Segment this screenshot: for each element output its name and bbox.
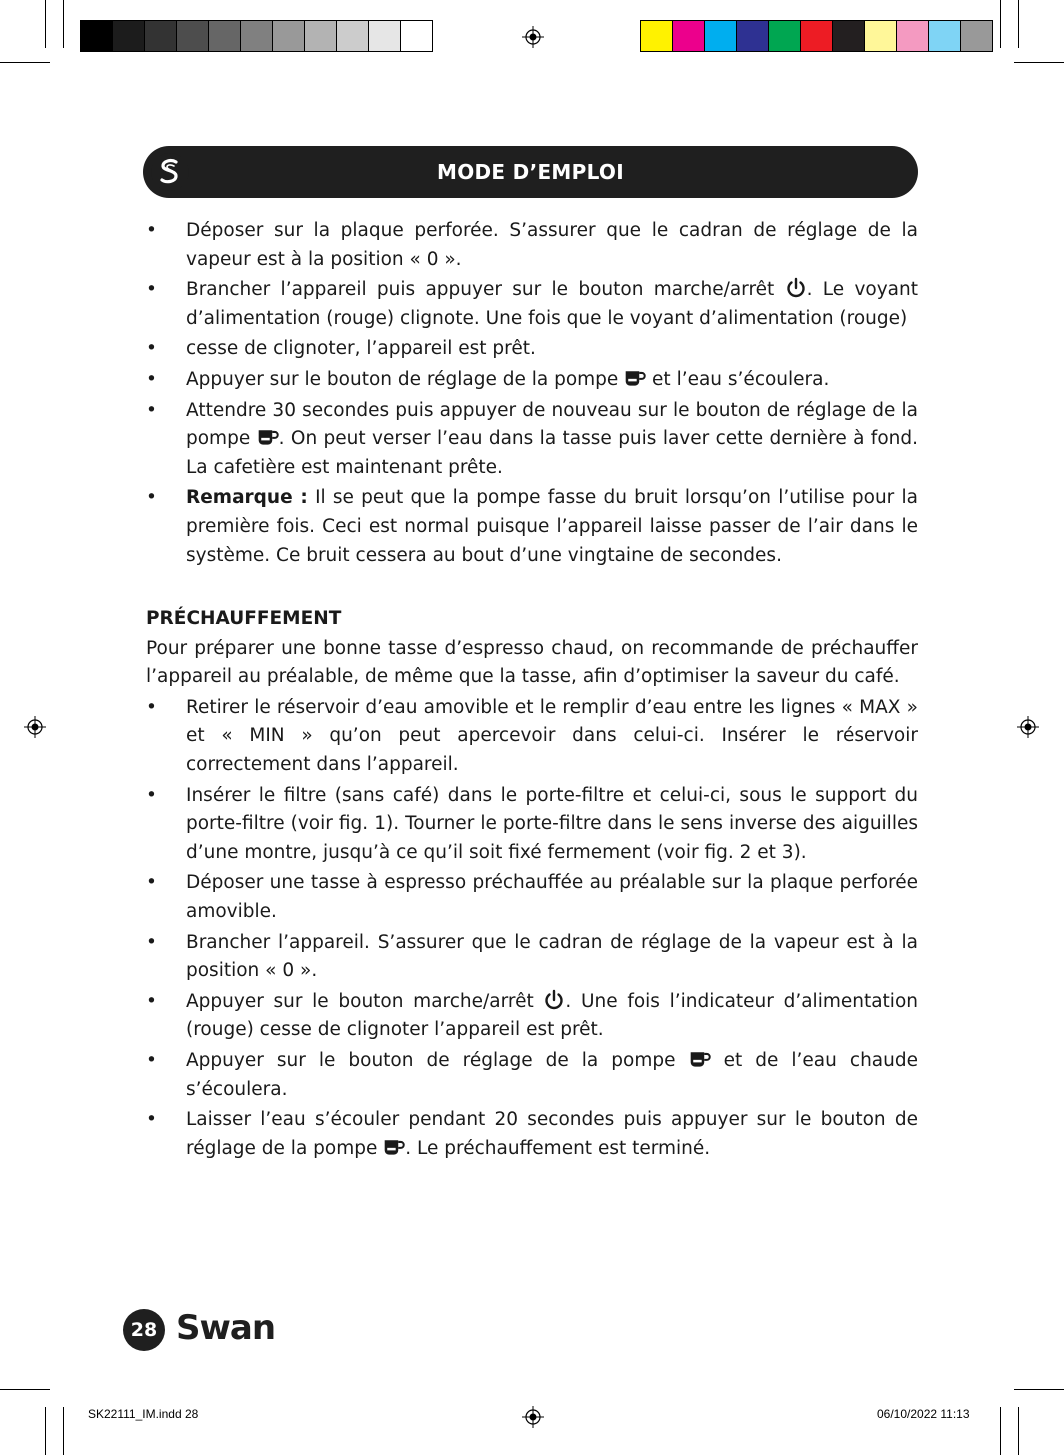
color-swatch bbox=[961, 21, 992, 51]
list-item bbox=[146, 869, 918, 926]
intro-paragraph: Pour préparer une bonne tasse d’espresso chaud, on recommande de préchauffer l’appareil au préalable, de même que la tasse, afin d’optimiser la saveur du café. bbox=[146, 637, 918, 688]
crop-mark bbox=[1000, 1407, 1001, 1455]
item-text: et de l’eau chaude s’écoulera. bbox=[186, 1049, 918, 1100]
list-item bbox=[146, 366, 918, 395]
gray-swatch bbox=[305, 21, 337, 51]
color-swatch bbox=[833, 21, 865, 51]
slug-file-info: SK22111_IM.indd 28 bbox=[88, 1407, 199, 1421]
color-calibration-bar bbox=[640, 20, 993, 52]
item-text: cesse de clignoter, l’appareil est prêt. bbox=[186, 338, 536, 360]
crop-mark bbox=[1014, 62, 1064, 63]
item-text: Attendre 30 secondes puis appuyer de nouveau sur le bouton de réglage de la pompe bbox=[186, 399, 918, 450]
list-item bbox=[146, 782, 918, 868]
crop-mark bbox=[45, 0, 46, 48]
list-item bbox=[146, 929, 918, 986]
color-swatch bbox=[673, 21, 705, 51]
section-header-band bbox=[143, 146, 918, 198]
instructions-section bbox=[146, 217, 918, 572]
crop-mark bbox=[1000, 0, 1001, 48]
item-text: . Le voyant d’alimentation (rouge) clignote. Une fois que le voyant d’alimentation (rouge) bbox=[186, 279, 918, 329]
list-item bbox=[146, 694, 918, 780]
item-text: . On peut verser l’eau dans la tasse puis laver cette dernière à fond. La cafetière est maintenant prête. bbox=[186, 428, 918, 478]
power-icon bbox=[543, 989, 565, 1011]
cup-icon bbox=[689, 1048, 711, 1070]
item-text: Il se peut que la pompe fasse du bruit lorsqu’on l’utilise pour la première fois. Ceci est normal puisque l’appareil laisse passer de l’air dans le système. Ce bruit cessera au bout d’une vingtaine de secondes. bbox=[186, 487, 918, 566]
gray-swatch bbox=[273, 21, 305, 51]
list-item bbox=[146, 217, 918, 274]
registration-mark-icon bbox=[522, 1406, 544, 1428]
color-swatch bbox=[865, 21, 897, 51]
color-swatch bbox=[769, 21, 801, 51]
list-item bbox=[146, 276, 918, 333]
crop-mark bbox=[1014, 1389, 1064, 1390]
power-icon bbox=[785, 277, 807, 299]
crop-mark bbox=[0, 62, 50, 63]
gray-swatch bbox=[113, 21, 145, 51]
cup-icon bbox=[624, 367, 646, 389]
item-text: Insérer le filtre (sans café) dans le porte-filtre et celui-ci, sous le support du porte-filtre (voir fig. 1). Tourner le porte-filtre dans le sens inverse des aiguilles d’une montre, jusqu’à ce qu’il soit fixé fermement (voir fig. 2 et 3). bbox=[186, 784, 918, 863]
color-swatch bbox=[737, 21, 769, 51]
gray-swatch bbox=[177, 21, 209, 51]
gray-swatch bbox=[337, 21, 369, 51]
gray-swatch bbox=[81, 21, 113, 51]
section-heading: PRÉCHAUFFEMENT bbox=[146, 608, 342, 629]
list-item bbox=[146, 484, 918, 570]
color-swatch bbox=[929, 21, 961, 51]
gray-swatch bbox=[401, 21, 432, 51]
list-item bbox=[146, 335, 918, 364]
item-text: Retirer le réservoir d’eau amovible et le remplir d’eau entre les lignes « MAX » et « MIN » qu’on peut apercevoir dans celui-ci. Insérer le réservoir correctement dans l’appareil. bbox=[186, 696, 918, 775]
page-number: 28 bbox=[123, 1309, 165, 1351]
list-item bbox=[146, 1047, 918, 1104]
color-swatch bbox=[705, 21, 737, 51]
item-text: Appuyer sur le bouton marche/arrêt bbox=[186, 990, 544, 1012]
list-item bbox=[146, 1106, 918, 1163]
color-swatch bbox=[641, 21, 673, 51]
brand-logo: Swan bbox=[176, 1308, 276, 1348]
color-swatch bbox=[801, 21, 833, 51]
gray-swatch bbox=[209, 21, 241, 51]
note-label: Remarque : bbox=[186, 487, 308, 509]
item-text: Déposer une tasse à espresso préchauffée au préalable sur la plaque perforée amovible. bbox=[186, 872, 918, 922]
crop-mark bbox=[63, 1407, 64, 1455]
slug-date-time: 06/10/2022 11:13 bbox=[877, 1407, 970, 1421]
gray-swatch bbox=[145, 21, 177, 51]
gray-calibration-bar bbox=[80, 20, 433, 52]
registration-mark-icon bbox=[522, 26, 544, 48]
color-swatch bbox=[897, 21, 929, 51]
crop-mark bbox=[0, 1389, 50, 1390]
cup-icon bbox=[257, 426, 279, 448]
item-text: Laisser l’eau s’écouler pendant 20 secondes puis appuyer sur le bouton de réglage de la pompe bbox=[186, 1109, 918, 1159]
instruction-list bbox=[146, 217, 918, 570]
crop-mark bbox=[45, 1407, 46, 1455]
item-text: Appuyer sur le bouton de réglage de la pompe bbox=[186, 1049, 689, 1071]
crop-mark bbox=[63, 0, 64, 48]
item-text: Déposer sur la plaque perforée. S’assurer que le cadran de réglage de la vapeur est à la position « 0 ». bbox=[186, 220, 918, 270]
registration-mark-icon bbox=[24, 716, 46, 738]
crop-mark bbox=[1018, 0, 1019, 48]
item-text: Brancher l’appareil. S’assurer que le cadran de réglage de la vapeur est à la position « 0 ». bbox=[186, 931, 918, 982]
item-text: et l’eau s’écoulera. bbox=[646, 368, 830, 390]
list-item bbox=[146, 397, 918, 483]
item-text: . Une fois l’indicateur d’alimentation (rouge) cesse de clignoter l’appareil est prêt. bbox=[186, 990, 918, 1041]
preheating-section bbox=[146, 605, 918, 1165]
list-item bbox=[146, 988, 918, 1045]
gray-swatch bbox=[241, 21, 273, 51]
gray-swatch bbox=[369, 21, 401, 51]
registration-mark-icon bbox=[1017, 716, 1039, 738]
page-title: MODE D’EMPLOI bbox=[437, 160, 624, 184]
item-text: Appuyer sur le bouton de réglage de la pompe bbox=[186, 368, 625, 390]
crop-mark bbox=[1018, 1407, 1019, 1455]
item-text: . Le préchauffement est terminé. bbox=[405, 1137, 711, 1159]
item-text: Brancher l’appareil puis appuyer sur le bouton marche/arrêt bbox=[186, 279, 785, 301]
cup-icon bbox=[383, 1136, 405, 1158]
preheating-list bbox=[146, 694, 918, 1164]
